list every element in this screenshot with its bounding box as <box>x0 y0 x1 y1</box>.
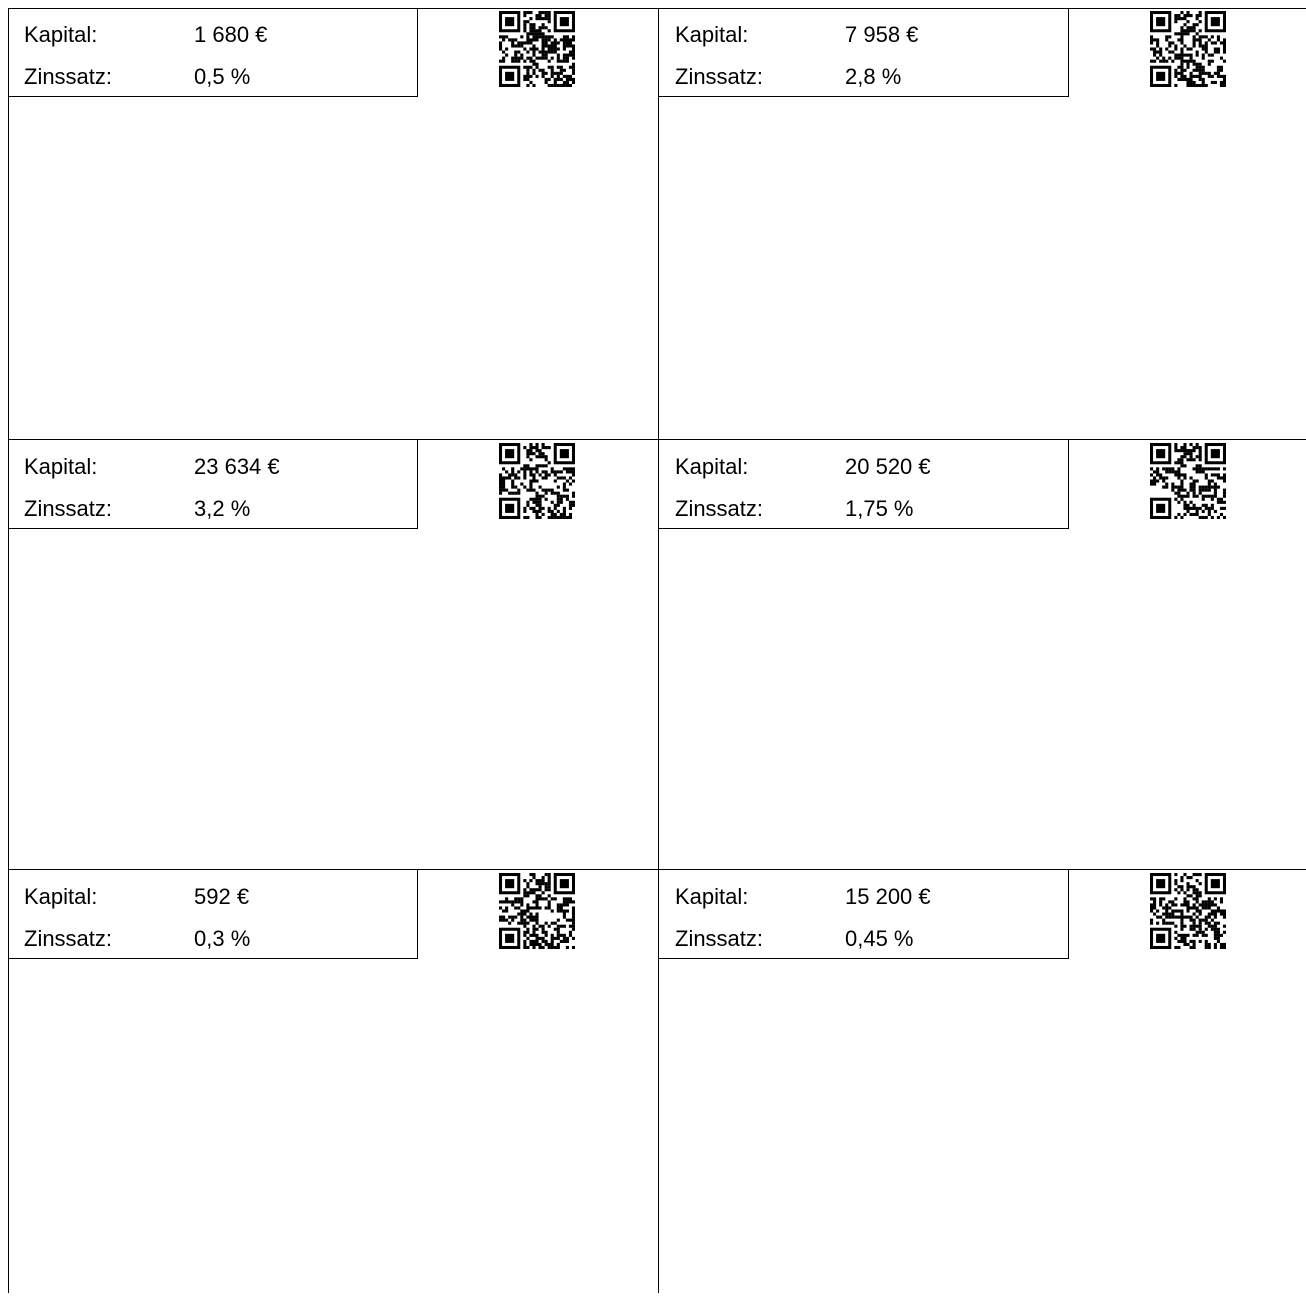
rate-label: Zinssatz: <box>675 64 764 89</box>
info-box <box>659 870 1069 959</box>
capital-row <box>24 22 267 48</box>
task-card-4 <box>659 440 1306 871</box>
qr-code-icon <box>499 443 575 519</box>
capital-value: 592 € <box>194 884 250 909</box>
rate-row <box>24 64 250 90</box>
worksheet <box>8 8 1306 1293</box>
capital-value: 23 634 € <box>194 454 280 479</box>
task-card-5 <box>8 870 658 1301</box>
capital-label: Kapital: <box>675 22 749 47</box>
rate-label: Zinssatz: <box>675 496 764 521</box>
info-box <box>659 8 1069 97</box>
capital-value: 15 200 € <box>845 884 931 909</box>
rate-row <box>24 926 250 952</box>
capital-value: 20 520 € <box>845 454 931 479</box>
capital-row <box>675 454 931 480</box>
capital-row <box>24 454 280 480</box>
info-box <box>8 870 418 959</box>
rate-label: Zinssatz: <box>24 496 113 521</box>
capital-value: 7 958 € <box>845 22 919 47</box>
rate-value: 3,2 % <box>194 496 251 521</box>
task-card-2 <box>659 8 1306 439</box>
rate-row <box>24 496 250 522</box>
capital-label: Kapital: <box>675 884 749 909</box>
capital-value: 1 680 € <box>194 22 268 47</box>
rate-row <box>675 926 914 952</box>
rate-value: 2,8 % <box>845 64 902 89</box>
qr-code-icon <box>1150 443 1226 519</box>
rate-label: Zinssatz: <box>24 64 113 89</box>
qr-code-icon <box>499 11 575 87</box>
rate-label: Zinssatz: <box>24 926 113 951</box>
info-box <box>8 8 418 97</box>
rate-value: 0,45 % <box>845 926 914 951</box>
info-box <box>659 440 1069 529</box>
capital-label: Kapital: <box>24 884 98 909</box>
rate-row <box>675 496 914 522</box>
qr-code-icon <box>499 873 575 949</box>
rate-value: 0,3 % <box>194 926 251 951</box>
task-card-1 <box>8 8 658 439</box>
info-box <box>8 440 418 529</box>
capital-label: Kapital: <box>24 22 98 47</box>
capital-row <box>24 884 249 910</box>
rate-value: 0,5 % <box>194 64 251 89</box>
capital-label: Kapital: <box>675 454 749 479</box>
rate-row <box>675 64 901 90</box>
qr-code-icon <box>1150 11 1226 87</box>
capital-row <box>675 22 918 48</box>
capital-label: Kapital: <box>24 454 98 479</box>
rate-label: Zinssatz: <box>675 926 764 951</box>
rate-value: 1,75 % <box>845 496 914 521</box>
qr-code-icon <box>1150 873 1226 949</box>
task-card-6 <box>659 870 1306 1301</box>
task-card-3 <box>8 440 658 871</box>
capital-row <box>675 884 931 910</box>
